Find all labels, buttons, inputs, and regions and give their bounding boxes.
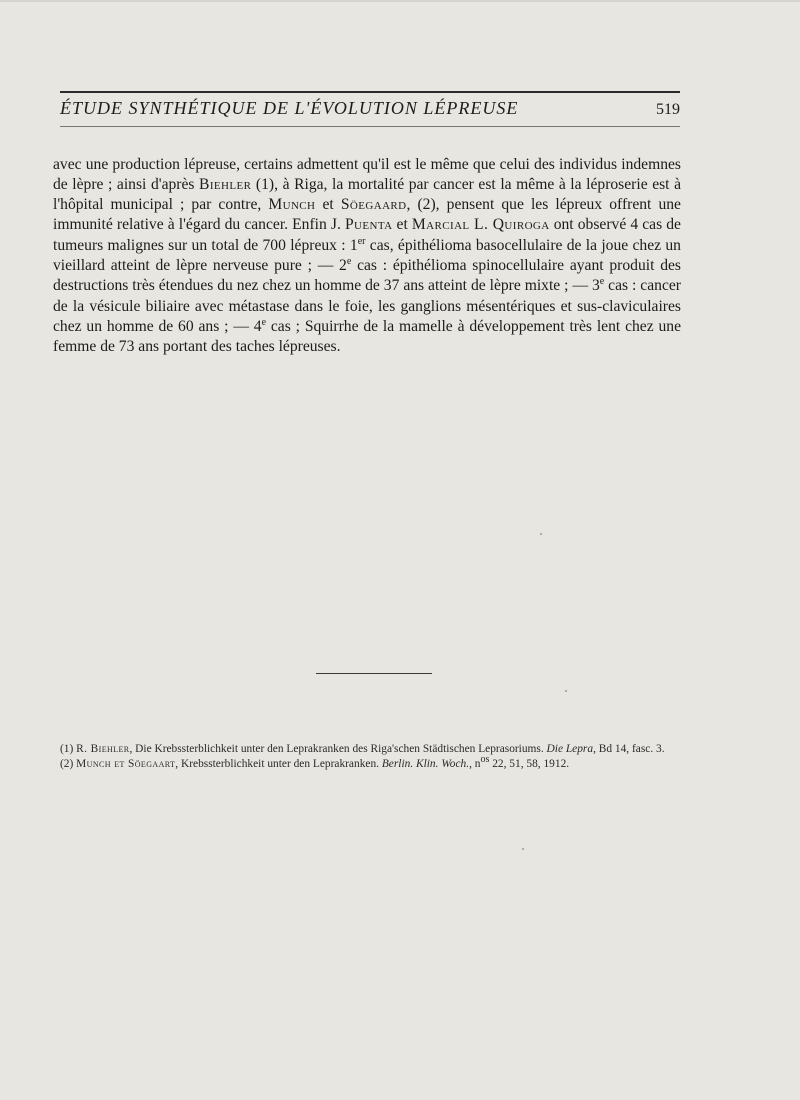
header-rule-bottom xyxy=(60,126,680,127)
text-run: et xyxy=(315,196,341,214)
text-run: cas ; Squirrhe de la mamelle à développement très lent chez une femme de 73 ans portant des taches lépreuses. xyxy=(53,317,681,356)
author-puenta: Puenta xyxy=(344,216,393,234)
paper-speck xyxy=(565,690,567,692)
text-run: cas, épithélioma basocellulaire de la joue chez un vieillard atteint de lèpre nerveuse pure ; — 2 xyxy=(53,236,681,275)
footnote-journal: Berlin. Klin. Woch. xyxy=(381,758,470,770)
page-edge xyxy=(0,0,800,2)
footnote-number: (2) xyxy=(60,758,74,770)
footnote-text: , Krebssterblichkeit unter den Leprakranken. xyxy=(175,758,382,770)
footnote-text: , n xyxy=(469,758,481,770)
paper-speck xyxy=(522,848,524,850)
text-run: ont observé 4 cas de tumeurs malignes sur un total de 700 lépreux : 1 xyxy=(53,216,681,254)
paper-speck xyxy=(540,533,542,535)
superscript: e xyxy=(346,255,352,267)
running-header xyxy=(60,98,680,119)
superscript: e xyxy=(599,276,605,288)
text-run: et xyxy=(392,216,412,234)
author-biehler: Biehler xyxy=(199,175,252,193)
superscript: os xyxy=(480,754,490,766)
superscript: er xyxy=(357,235,366,247)
running-title: ÉTUDE SYNTHÉTIQUE DE L'ÉVOLUTION LÉPREUSE xyxy=(60,98,519,118)
superscript: e xyxy=(261,316,267,328)
text-run: cas : cancer de la vésicule biliaire avec métastase dans le foie, les ganglions mésentériques et sus-claviculaires chez un homme de 60 ans ; — 4 xyxy=(53,277,681,335)
footnote-text: 22, 51, 58, 1912. xyxy=(489,758,570,770)
footnote-text: , Die Krebssterblichkeit unter den Leprakranken des Riga'schen Städtischen Leprasoriums. xyxy=(129,743,547,755)
text-run: , (2), pensent que les lépreux offrent une immunité relative à l'égard du cancer. Enfin J. xyxy=(53,196,681,234)
body-paragraph xyxy=(53,155,681,358)
header-rule-top xyxy=(60,91,680,93)
text-run: avec une production lépreuse, certains admettent qu'il est le même que celui des individus indemnes de lèpre ; ainsi d'après xyxy=(53,155,681,193)
author-munch: Munch xyxy=(268,196,316,214)
author-quiroga: Marcial L. Quiroga xyxy=(411,216,550,234)
footnote-text: , Bd 14, fasc. 3. xyxy=(593,743,665,755)
page-number: 519 xyxy=(656,101,680,118)
footnote-1 xyxy=(53,742,681,757)
footnote-journal: Die Lepra xyxy=(546,743,594,755)
footnote-2 xyxy=(53,754,681,772)
footnote-number: (1) xyxy=(60,743,74,755)
footnotes xyxy=(53,742,681,772)
text-run: cas : épithélioma spinocellulaire ayant produit des destructions très étendues du nez chez un homme de 37 ans atteint de lèpre mixte ; — 3 xyxy=(53,257,681,295)
author-soegaard: Söegaard xyxy=(340,196,407,214)
text-run: (1), à Riga, la mortalité par cancer est la même à la léproserie est à l'hôpital municipal ; par contre, xyxy=(53,175,682,214)
footnote-author: Munch et Söegaart xyxy=(76,758,176,770)
section-end-rule xyxy=(316,673,432,674)
footnote-author: R. Biehler xyxy=(76,743,130,755)
